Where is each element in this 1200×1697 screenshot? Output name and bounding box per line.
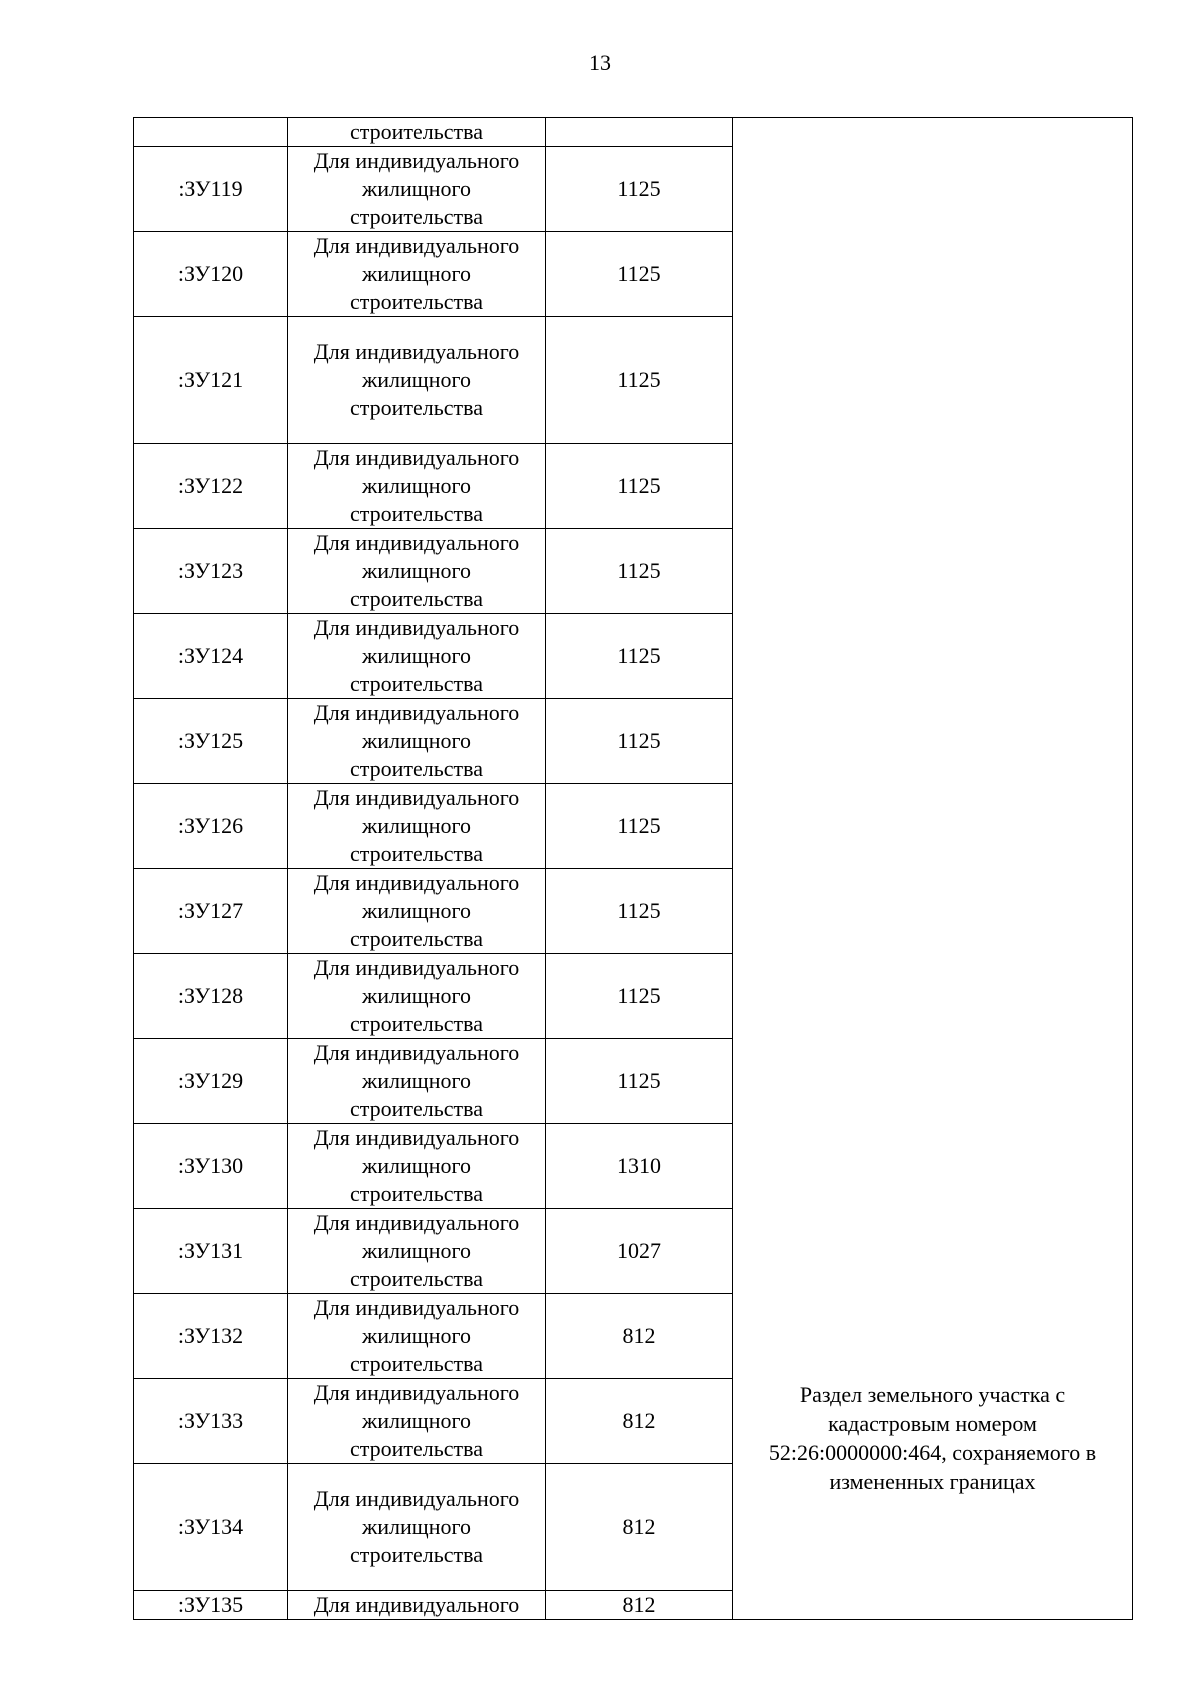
land-use-line: строительства bbox=[349, 1351, 484, 1376]
land-use-line: жилищного bbox=[362, 898, 471, 923]
land-use-line: жилищного bbox=[362, 176, 471, 201]
area-cell: 1125 bbox=[546, 784, 733, 869]
land-use-cell bbox=[288, 699, 546, 784]
land-use-cell bbox=[288, 1039, 546, 1124]
land-use-line: строительства bbox=[349, 1436, 484, 1461]
land-use-cell bbox=[288, 1124, 546, 1209]
plot-id-cell: :ЗУ135 bbox=[134, 1591, 288, 1620]
table-row bbox=[134, 118, 1133, 147]
plot-id-cell: :ЗУ124 bbox=[134, 614, 288, 699]
plot-id-cell: :ЗУ128 bbox=[134, 954, 288, 1039]
note-text: Раздел земельного участка с кадастровым номером 52:26:0000000:464, сохраняемого в измененных границах bbox=[768, 1382, 1097, 1494]
land-use-line: жилищного bbox=[362, 1068, 471, 1093]
land-use-line: строительства bbox=[349, 1096, 484, 1121]
land-use-line: Для индивидуального bbox=[313, 233, 520, 258]
land-use-line: строительства bbox=[349, 395, 484, 420]
plot-id-cell: :ЗУ120 bbox=[134, 232, 288, 317]
land-use-line: Для индивидуального bbox=[313, 1295, 520, 1320]
land-use-cell bbox=[288, 317, 546, 444]
land-use-line: строительства bbox=[349, 119, 484, 144]
area-cell: 1125 bbox=[546, 529, 733, 614]
land-use-line: Для индивидуального bbox=[313, 1125, 520, 1150]
land-use-cell bbox=[288, 614, 546, 699]
land-use-line: жилищного bbox=[362, 813, 471, 838]
land-use-line: строительства bbox=[349, 1011, 484, 1036]
land-use-line: строительства bbox=[349, 926, 484, 951]
plot-id-cell: :ЗУ122 bbox=[134, 444, 288, 529]
land-use-line: строительства bbox=[349, 671, 484, 696]
land-use-line: строительства bbox=[349, 1266, 484, 1291]
land-use-line: жилищного bbox=[362, 1408, 471, 1433]
land-use-line: Для индивидуального bbox=[313, 339, 520, 364]
land-use-line: Для индивидуального bbox=[313, 870, 520, 895]
land-use-cell bbox=[288, 1379, 546, 1464]
area-cell: 1125 bbox=[546, 954, 733, 1039]
land-use-line: строительства bbox=[349, 841, 484, 866]
land-use-cell bbox=[288, 147, 546, 232]
land-use-line: строительства bbox=[349, 756, 484, 781]
land-use-line: жилищного bbox=[362, 367, 471, 392]
plot-id-cell: :ЗУ129 bbox=[134, 1039, 288, 1124]
land-use-line: строительства bbox=[349, 1181, 484, 1206]
plot-id-cell: :ЗУ125 bbox=[134, 699, 288, 784]
land-use-line: жилищного bbox=[362, 1238, 471, 1263]
land-use-line: жилищного bbox=[362, 1514, 471, 1539]
area-cell: 1125 bbox=[546, 869, 733, 954]
plot-id-cell: :ЗУ121 bbox=[134, 317, 288, 444]
land-plots-table bbox=[133, 117, 1133, 1620]
land-use-line: строительства bbox=[349, 586, 484, 611]
plot-id-cell: :ЗУ119 bbox=[134, 147, 288, 232]
area-cell: 1125 bbox=[546, 317, 733, 444]
land-use-line: жилищного bbox=[362, 728, 471, 753]
plot-id-cell: :ЗУ133 bbox=[134, 1379, 288, 1464]
land-use-cell bbox=[288, 1294, 546, 1379]
land-use-line: жилищного bbox=[362, 1153, 471, 1178]
land-use-line: строительства bbox=[349, 1542, 484, 1567]
plot-id-cell: :ЗУ134 bbox=[134, 1464, 288, 1591]
area-cell: 812 bbox=[546, 1294, 733, 1379]
land-use-line: Для индивидуального bbox=[313, 530, 520, 555]
plot-id-cell: :ЗУ131 bbox=[134, 1209, 288, 1294]
land-use-line: Для индивидуального bbox=[313, 148, 520, 173]
plot-id-cell: :ЗУ132 bbox=[134, 1294, 288, 1379]
note-cell bbox=[733, 118, 1133, 1620]
land-use-line: Для индивидуального bbox=[313, 700, 520, 725]
area-cell: 1125 bbox=[546, 232, 733, 317]
land-use-cell bbox=[288, 444, 546, 529]
area-cell bbox=[546, 118, 733, 147]
land-use-line: Для индивидуального bbox=[313, 1486, 520, 1511]
land-use-line: Для индивидуального bbox=[313, 1380, 520, 1405]
land-use-line: жилищного bbox=[362, 558, 471, 583]
land-use-line: Для индивидуального bbox=[313, 615, 520, 640]
table-body bbox=[134, 118, 1133, 1620]
area-cell: 812 bbox=[546, 1591, 733, 1620]
land-use-line: жилищного bbox=[362, 261, 471, 286]
land-use-cell bbox=[288, 1591, 546, 1620]
land-use-cell bbox=[288, 869, 546, 954]
land-use-line: жилищного bbox=[362, 473, 471, 498]
land-use-cell bbox=[288, 232, 546, 317]
plot-id-cell: :ЗУ127 bbox=[134, 869, 288, 954]
land-use-line: жилищного bbox=[362, 643, 471, 668]
land-use-line: жилищного bbox=[362, 983, 471, 1008]
land-use-cell bbox=[288, 1464, 546, 1591]
land-use-line: строительства bbox=[349, 289, 484, 314]
land-use-line: Для индивидуального bbox=[313, 1040, 520, 1065]
area-cell: 1125 bbox=[546, 699, 733, 784]
area-cell: 812 bbox=[546, 1379, 733, 1464]
land-use-cell bbox=[288, 954, 546, 1039]
land-use-line: строительства bbox=[349, 204, 484, 229]
land-use-line: жилищного bbox=[362, 1323, 471, 1348]
area-cell: 1125 bbox=[546, 614, 733, 699]
land-use-cell bbox=[288, 529, 546, 614]
land-use-line: Для индивидуального bbox=[313, 955, 520, 980]
plot-id-cell: :ЗУ130 bbox=[134, 1124, 288, 1209]
land-use-line: Для индивидуального bbox=[313, 785, 520, 810]
land-use-cell bbox=[288, 1209, 546, 1294]
area-cell: 1125 bbox=[546, 444, 733, 529]
area-cell: 812 bbox=[546, 1464, 733, 1591]
land-use-cell bbox=[288, 118, 546, 147]
plot-id-cell bbox=[134, 118, 288, 147]
area-cell: 1125 bbox=[546, 1039, 733, 1124]
land-use-line: Для индивидуального bbox=[313, 1592, 520, 1617]
land-use-line: Для индивидуального bbox=[313, 445, 520, 470]
area-cell: 1027 bbox=[546, 1209, 733, 1294]
land-use-line: строительства bbox=[349, 501, 484, 526]
plot-id-cell: :ЗУ123 bbox=[134, 529, 288, 614]
land-use-cell bbox=[288, 784, 546, 869]
plot-id-cell: :ЗУ126 bbox=[134, 784, 288, 869]
page-number: 13 bbox=[589, 50, 611, 75]
land-use-line: Для индивидуального bbox=[313, 1210, 520, 1235]
area-cell: 1310 bbox=[546, 1124, 733, 1209]
area-cell: 1125 bbox=[546, 147, 733, 232]
